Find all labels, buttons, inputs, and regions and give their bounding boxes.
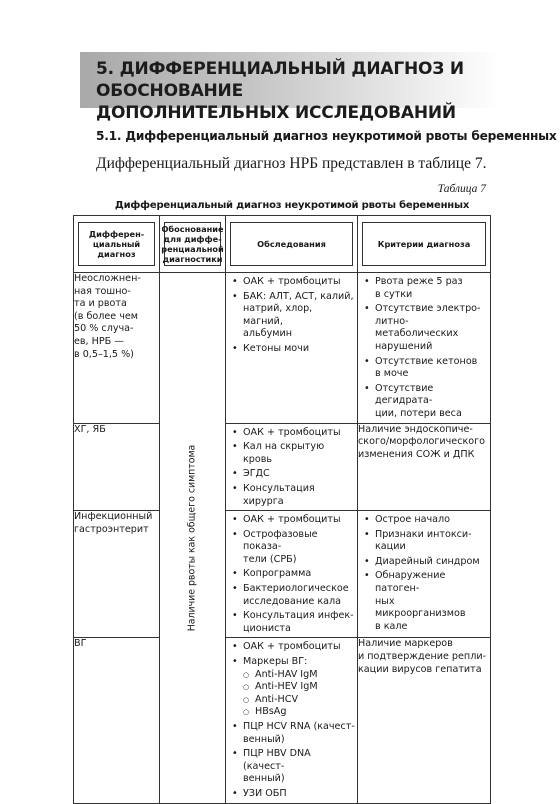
rationale-text: Наличие рвоты как общего симптома — [186, 444, 198, 632]
condition-line: та и рвота — [74, 298, 127, 310]
criteria-cell — [358, 273, 491, 424]
criteria-item: • Отсутствие дегидрата- ции, потери веса — [358, 383, 488, 421]
criteria-line: и подтверждение репли- — [358, 651, 487, 663]
table-label: Таблица 7 — [437, 183, 486, 195]
criteria-line: Наличие эндоскопиче- — [358, 423, 473, 435]
condition-cell — [74, 511, 160, 638]
exam-item: • Бактериологическое исследование кала — [226, 583, 355, 608]
section-title: 5.1. Дифференциальный диагноз неукротимой рвоты беременных — [96, 129, 557, 143]
condition-cell — [74, 638, 160, 803]
chapter-title-line-1: 5. ДИФФЕРЕНЦИАЛЬНЫЙ ДИАГНОЗ И ОБОСНОВАНИЕ — [96, 59, 464, 101]
exams-cell — [226, 638, 358, 803]
condition-line: 50 % случа- — [74, 323, 134, 335]
condition-line: ная тошно- — [74, 285, 131, 297]
exam-item: • ОАК + тромбоциты — [226, 514, 355, 527]
rationale-cell — [160, 273, 226, 804]
header-criteria — [358, 216, 491, 273]
exam-item: • ПЦР HCV RNA (качест- венный) — [226, 721, 355, 746]
exam-item: • ОАК + тромбоциты — [226, 427, 355, 440]
exam-item: • ОАК + тромбоциты — [226, 641, 355, 654]
table-row — [74, 638, 491, 803]
header-diagnosis-line: Дифферен- — [88, 229, 145, 239]
condition-line: (в более чем — [74, 310, 139, 322]
exams-cell — [226, 273, 358, 424]
exam-item: • Острофазовые показа- тели (СРБ) — [226, 529, 355, 567]
chapter-title — [96, 58, 496, 124]
exam-item: • БАК: АЛТ, АСТ, калий, натрий, хлор, магний, альбумин — [226, 291, 355, 341]
criteria-line: изменения СОЖ и ДПК — [358, 448, 475, 460]
header-rationale-line: ренциальной — [161, 244, 224, 254]
intro-paragraph: Дифференциальный диагноз НРБ представлен в таблице 7. — [96, 155, 487, 172]
exam-item: • ЭГДС — [226, 468, 355, 481]
exam-item: • ОАК + тромбоциты — [226, 276, 355, 289]
header-exams — [226, 216, 358, 273]
table-row — [74, 423, 491, 511]
condition-cell — [74, 273, 160, 424]
condition-line: ев, НРБ — — [74, 335, 124, 347]
exam-item: • Кетоны мочи — [226, 343, 355, 356]
exams-cell — [226, 511, 358, 638]
header-exams-label: Обследования — [257, 239, 326, 249]
table-row — [74, 273, 491, 424]
chapter-title-line-2: ДОПОЛНИТЕЛЬНЫХ ИССЛЕДОВАНИЙ — [96, 103, 456, 123]
header-rationale — [160, 216, 226, 273]
hepatitis-markers-list — [243, 669, 355, 719]
condition-line: Инфекционный — [74, 511, 153, 523]
criteria-item: • Признаки интокси- кации — [358, 529, 488, 554]
condition-line: ВГ — [74, 638, 87, 650]
criteria-cell — [358, 638, 491, 803]
marker-item: ○ Anti-HAV IgM — [243, 669, 355, 682]
criteria-line: Наличие маркеров — [358, 638, 453, 650]
criteria-item: • Отсутствие электро- литно-метаболических нарушений — [358, 303, 488, 353]
criteria-item: • Отсутствие кетонов в моче — [358, 356, 488, 381]
exam-item: • УЗИ ОБП — [226, 788, 355, 801]
exam-item: • Маркеры ВГ: ○ Anti-HAV IgM ○ Anti-HEV IgM ○ Anti-HCV ○ HBsAg — [226, 656, 355, 719]
header-rationale-line: для диффе- — [163, 234, 222, 244]
condition-line: гастроэнтерит — [74, 523, 149, 535]
criteria-item: • Диарейный синдром — [358, 556, 488, 569]
header-diagnosis-line: диагноз — [97, 249, 136, 259]
header-diagnosis — [74, 216, 160, 273]
condition-cell — [74, 423, 160, 511]
exam-item: • ПЦР HBV DNA (качест- венный) — [226, 748, 355, 786]
header-criteria-label: Критерии диагноза — [377, 239, 471, 249]
differential-diagnosis-table — [73, 215, 491, 804]
marker-item: ○ HBsAg — [243, 706, 355, 719]
criteria-cell — [358, 423, 491, 511]
header-diagnosis-line: циальный — [92, 239, 141, 249]
condition-line: ХГ, ЯБ — [74, 423, 106, 435]
marker-item: ○ Anti-HCV — [243, 694, 355, 707]
exams-cell — [226, 423, 358, 511]
exam-item: • Копрограмма — [226, 568, 355, 581]
exam-item: • Кал на скрытую кровь — [226, 441, 355, 466]
criteria-item: • Острое начало — [358, 514, 488, 527]
criteria-item: • Рвота реже 5 раз в сутки — [358, 276, 488, 301]
condition-line: Неосложнен- — [74, 273, 141, 284]
table-header-row — [74, 216, 491, 273]
criteria-line: кации вирусов гепатита — [358, 663, 482, 675]
condition-line: в 0,5–1,5 %) — [74, 348, 134, 360]
criteria-line: ского/морфологического — [358, 436, 486, 448]
header-rationale-line: диагностики — [162, 254, 223, 264]
table-caption: Дифференциальный диагноз неукротимой рвоты беременных — [114, 200, 470, 211]
table-row — [74, 511, 491, 638]
exam-item: • Консультация инфек- циониста — [226, 610, 355, 635]
criteria-item: • Обнаружение патоген- ных микроорганизмов в кале — [358, 570, 488, 633]
exam-item: • Консультация хирурга — [226, 483, 355, 508]
marker-item: ○ Anti-HEV IgM — [243, 681, 355, 694]
criteria-cell — [358, 511, 491, 638]
header-rationale-line: Обоснование — [161, 224, 224, 234]
